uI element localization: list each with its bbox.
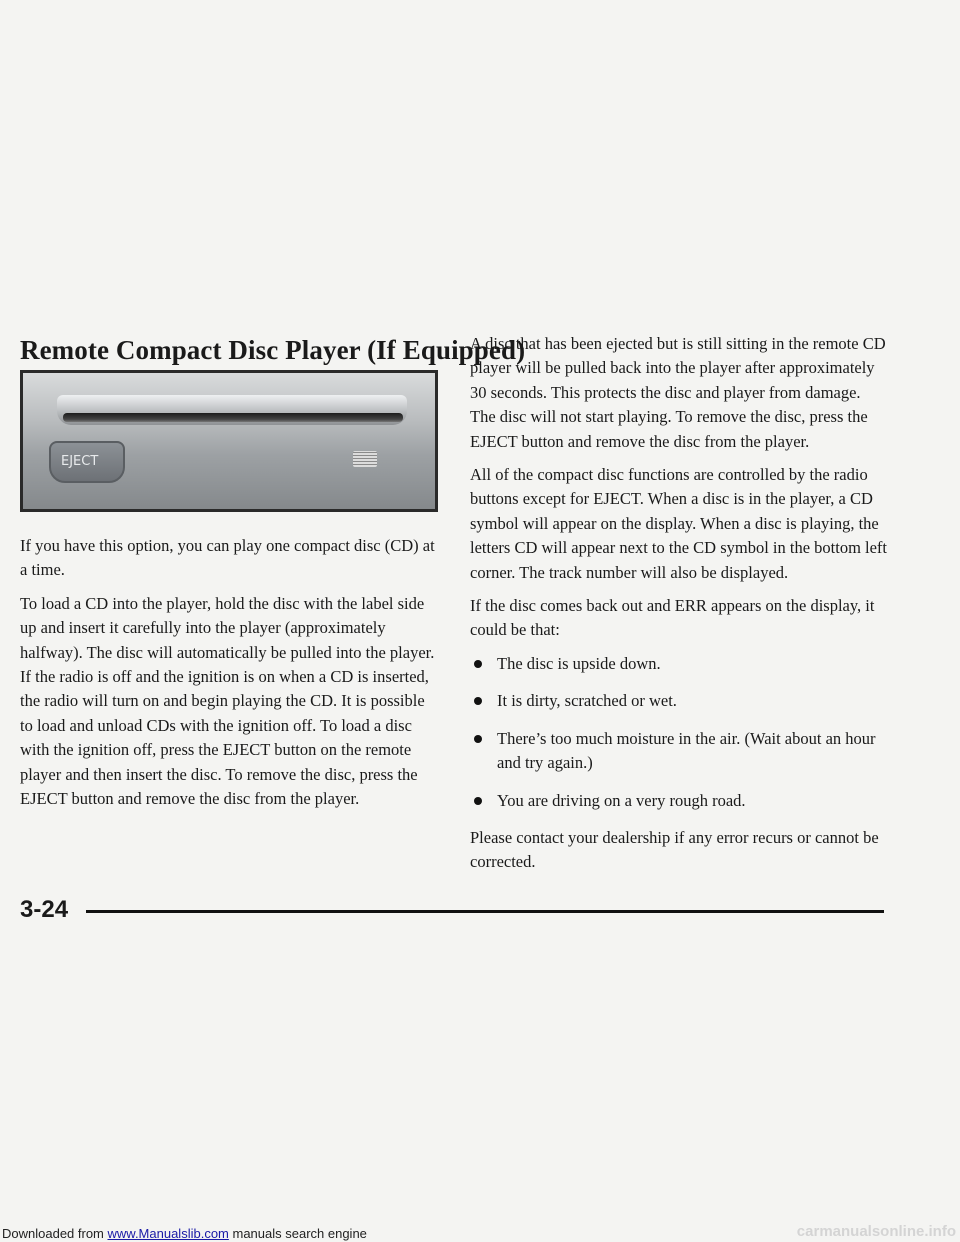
download-footer: Downloaded from www.Manualslib.com manuals search engine [2,1226,367,1241]
watermark: carmanualsonline.info [796,1223,956,1240]
section-heading: Remote Compact Disc Player (If Equipped) [20,335,526,365]
bullet-icon [474,697,482,705]
disc-slot [63,413,403,422]
page-number: 3-24 [20,896,69,923]
right-column [470,332,888,884]
intro-paragraph: If you have this option, you can play one compact disc (CD) at a time. [20,536,435,580]
bullet-icon [474,735,482,743]
bullet-icon [474,797,482,805]
cd-player-photo [20,370,438,512]
ejected-disc-paragraph: A disc that has been ejected but is still sitting in the remote CD player will be pulled back into the player after approximately 30 seconds. This protects the disc and player from damage. The disc will not start playing. To remove the disc, press the EJECT button and remove the disc from the player. [470,334,886,451]
compact-disc-logo-icon [353,451,377,467]
closing-paragraph: Please contact your dealership if any error recurs or cannot be corrected. [470,827,879,872]
list-item: There’s too much moisture in the air. (Wait about an hour and try again.) [470,727,888,776]
bullet-icon [474,660,482,668]
list-item: The disc is upside down. [470,652,888,676]
manualslib-link[interactable]: www.Manualslib.com [107,1226,229,1241]
list-item: You are driving on a very rough road. [470,789,888,813]
functions-paragraph: All of the compact disc functions are controlled by the radio buttons except for EJECT. When a disc is in the player, a CD symbol will appear on the display. When a disc is playing, the letters CD will appear next to the CD symbol in the bottom left corner. The track number will also be displayed. [470,465,888,582]
eject-button: EJECT [49,441,125,483]
left-column [20,534,436,820]
footer-rule [86,910,884,913]
list-item: It is dirty, scratched or wet. [470,689,888,713]
loading-paragraph: To load a CD into the player, hold the disc with the label side up and insert it carefully into the player (approximately halfway). The disc will automatically be pulled into the player. If the radio is off and the ignition is on when a CD is inserted, the radio will turn on and begin playing the CD. It is possible to load and unload CDs with the ignition off. To load a disc with the ignition off, press the EJECT button on the remote player and then insert the disc. To remove the disc, press the EJECT button and remove the disc from the player. [20,593,435,809]
error-intro-paragraph: If the disc comes back out and ERR appears on the display, it could be that: [470,596,875,640]
error-causes-list [470,652,888,813]
